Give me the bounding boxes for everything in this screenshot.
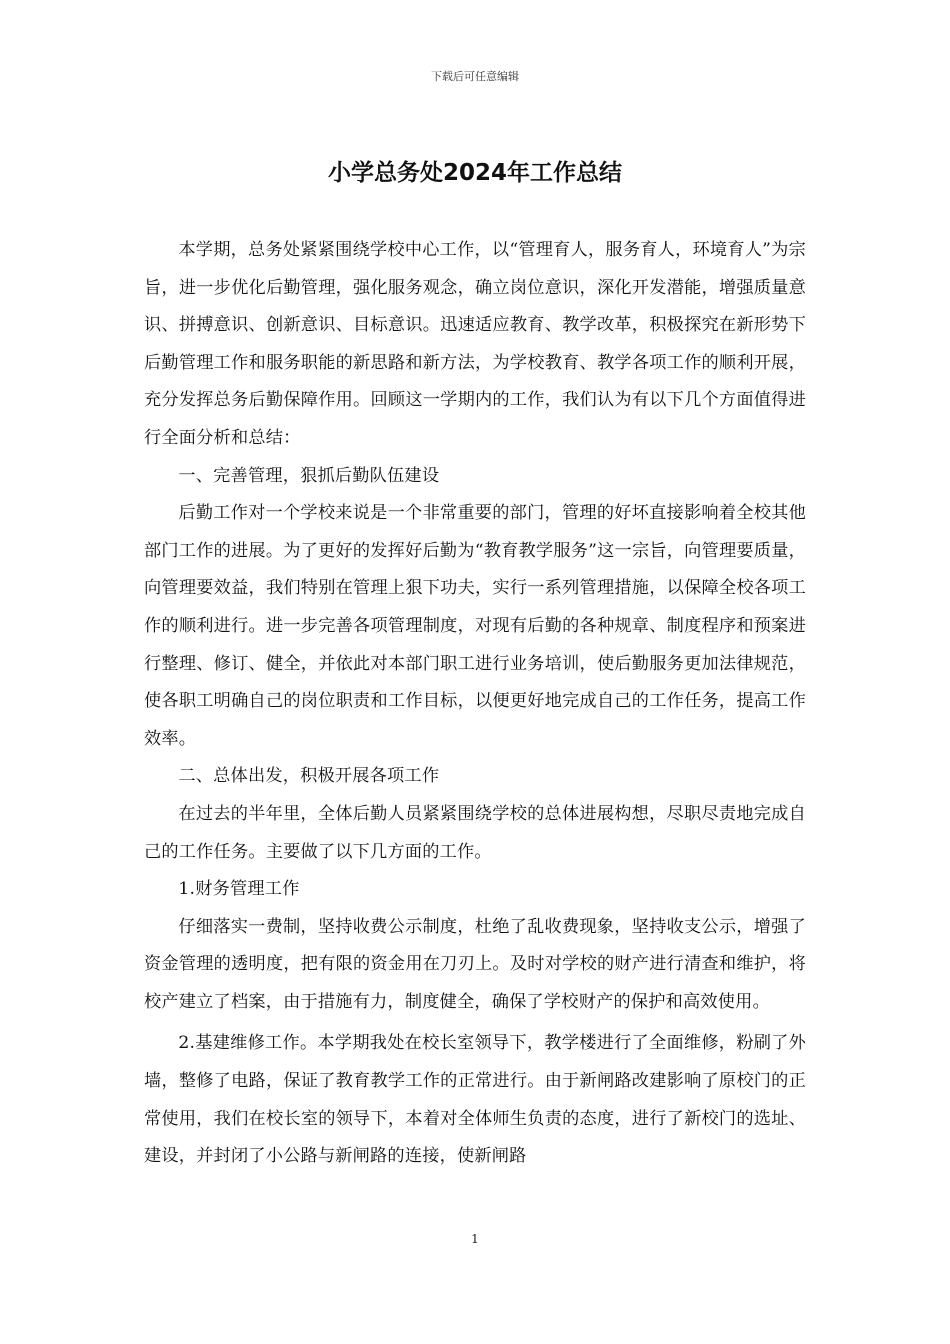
paragraph-overview: 在过去的半年里，全体后勤人员紧紧围绕学校的总体进展构想，尽职尽责地完成自己的工作任务。主要做了以下几方面的工作。	[144, 803, 806, 862]
header-note: 下载后可任意编辑	[431, 70, 519, 83]
document-body	[144, 232, 806, 1176]
paragraph-intro: 本学期，总务处紧紧围绕学校中心工作，以“管理育人，服务育人，环境育人”为宗旨，进一步优化后勤管理，强化服务观念，确立岗位意识，深化开发潜能，增强质量意识、拼搏意识、创新意识、目标意识。迅速适应教育、教学改革，积极探究在新形势下后勤管理工作和服务职能的新思路和新方法，为学校教育、教学各项工作的顺利开展，充分发挥总务后勤保障作用。回顾这一学期内的工作，我们认为有以下几个方面值得进行全面分析和总结：	[144, 240, 806, 448]
paragraph-management: 后勤工作对一个学校来说是一个非常重要的部门，管理的好坏直接影响着全校其他部门工作的进展。为了更好的发挥好后勤为“教育教学服务”这一宗旨，向管理要质量，向管理要效益，我们特别在管理上狠下功夫，实行一系列管理措施，以保障全校各项工作的顺利进行。进一步完善各项管理制度，对现有后勤的各种规章、制度程序和预案进行整理、修订、健全，并依此对本部门职工进行业务培训，使后勤服务更加法律规范，使各职工明确自己的岗位职责和工作目标，以便更好地完成自己的工作任务，提高工作效率。	[144, 503, 806, 749]
document-title: 小学总务处2024年工作总结	[327, 160, 622, 186]
section-heading-2: 二、总体出发，积极开展各项工作	[178, 766, 440, 787]
paragraph-finance: 仔细落实一费制，坚持收费公示制度，杜绝了乱收费现象，坚持收支公示，增强了资金管理的透明度，把有限的资金用在刀刃上。及时对学校的财产进行清查和维护，将校产建立了档案，由于措施有力，制度健全，确保了学校财产的保护和高效使用。	[144, 916, 806, 1012]
section-heading-1: 一、完善管理，狠抓后勤队伍建设	[178, 465, 440, 486]
page-number: 1	[471, 1232, 479, 1246]
paragraph-construction: 2.基建维修工作。本学期我处在校长室领导下，教学楼进行了全面维修，粉刷了外墙，整修了电路，保证了教育教学工作的正常进行。由于新闸路改建影响了原校门的正常使用，我们在校长室的领导下，本着对全体师生负责的态度，进行了新校门的选址、建设，并封闭了小公路与新闸路的连接，使新闸路	[144, 1033, 806, 1167]
subsection-heading-finance: 1.财务管理工作	[178, 879, 300, 900]
